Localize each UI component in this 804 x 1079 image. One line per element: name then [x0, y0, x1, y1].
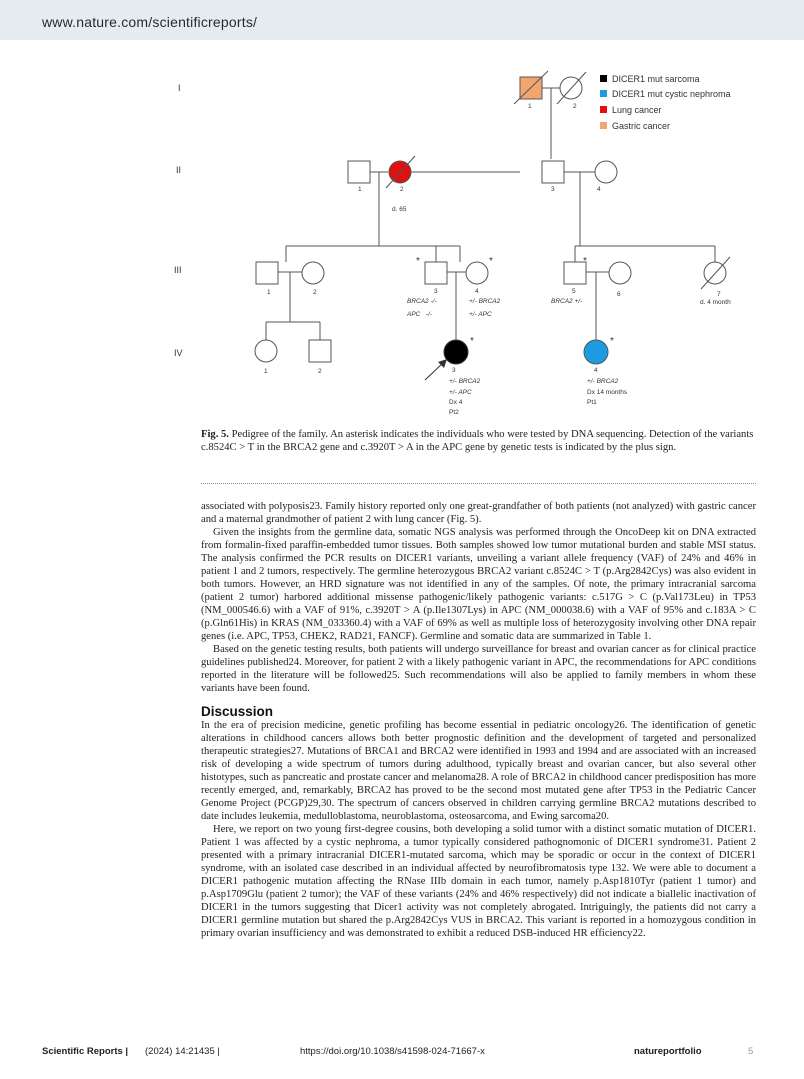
pedigree-individual-IV-1 — [255, 340, 277, 362]
individual-number: 3 — [452, 367, 456, 374]
pedigree-individual-II-4 — [595, 161, 617, 183]
footer-brand: natureportfolio — [634, 1046, 702, 1057]
figure-caption — [201, 428, 756, 454]
figure-caption-text: Pedigree of the family. An asterisk indicates the individuals who were tested by DNA sequencing. Detection of the variants c.8524C > T in the BRCA2 gene and c.3920T > A in the APC gene by genetic tests is indicated by the plus sign. — [201, 429, 754, 453]
pedigree-individual-II-2 — [386, 156, 415, 188]
individual-number: 2 — [318, 368, 322, 375]
genotype-label: +/- BRCA2 — [587, 378, 619, 385]
pedigree-figure — [0, 0, 804, 425]
individual-note: d. 65 — [392, 206, 407, 213]
footer-volume: (2024) 14:21435 | — [145, 1046, 220, 1057]
pedigree-individual-III-7 — [701, 257, 730, 289]
pedigree-individual-II-1 — [348, 161, 370, 183]
individual-number: 1 — [264, 368, 268, 375]
genotype-label: +/- APC — [469, 311, 492, 318]
individual-number: 1 — [267, 289, 271, 296]
generation-label: II — [176, 165, 182, 175]
patient-label: Pt1 — [587, 399, 597, 406]
pedigree-legend — [600, 74, 731, 131]
footer-page-number: 5 — [748, 1046, 754, 1057]
individual-number: 1 — [358, 186, 362, 193]
individual-number: 5 — [572, 288, 576, 295]
genotype-label: APC -/- — [407, 311, 432, 318]
individual-number: 7 — [717, 291, 721, 298]
pedigree-individual-II-3 — [542, 161, 564, 183]
generation-label: III — [174, 265, 182, 275]
footer-journal: Scientific Reports | — [42, 1046, 129, 1057]
genotype-label: BRCA2 -/- — [407, 298, 437, 305]
asterisk-marker: * — [470, 336, 474, 347]
individual-number: 2 — [400, 186, 404, 193]
pedigree-individual-III-3 — [425, 262, 447, 284]
genotype-label: BRCA2 +/- — [551, 298, 583, 305]
patient-label: Pt2 — [449, 409, 459, 416]
pedigree-individual-IV-2 — [309, 340, 331, 362]
diagnosis-label: Dx 14 months — [587, 389, 628, 396]
individual-number: 3 — [551, 186, 555, 193]
asterisk-marker: * — [416, 256, 420, 267]
genotype-label: +/- BRCA2 — [469, 298, 501, 305]
pedigree-individual-I-2 — [557, 72, 586, 104]
article-body — [201, 500, 756, 940]
paragraph: associated with polyposis23. Family history reported only one great-grandfather of both patients (not analyzed) with gastric cancer and a maternal grandmother of patient 2 with lung cancer (Fig. 5). — [201, 501, 756, 525]
paragraph: Here, we report on two young first-degree cousins, both developing a solid tumor with a distinct somatic mutation of DICER1. Patient 1 was affected by a cystic nephroma, a tumor typically considered pathognomonic of DICER1 syndrome31. Patient 2 presented with a primary intracranial DICER1-mutated sarcoma, which may be sporadic or occur in the context of DICER1 syndrome, with an isolated case described in an individual affected by neurofibromatosis type 132. We were able to document a DICER1 pathogenic mutation affecting the RNase IIIb domain in each tumor, namely p.Asp1810Tyr (patient 1 tumor) and p.Asp1709Glu (patient 2 tumor); the VAF of these variants (24% and 46% respectively) did not indicate a biallelic inactivation of DICER1 in the tumors suggesting that Dicer1 activity was not completely abrogated. Intriguingly, the patients did not carry a DICER1 germline mutation but shared the p.Arg2842Cys VUS in BRCA2. This variant is reported in a homozygous condition in primary ovarian insufficiency and was demonstrated to exhibit a reduced DSB-induced HR efficiency22. — [201, 824, 756, 939]
individual-number: 4 — [475, 288, 479, 295]
genotype-label: +/- BRCA2 — [449, 378, 481, 385]
legend-label: Lung cancer — [612, 105, 662, 115]
individual-number: 2 — [313, 289, 317, 296]
generation-label: I — [178, 83, 181, 93]
pedigree-individual-IV-4 — [584, 340, 608, 364]
legend-label: DICER1 mut sarcoma — [612, 74, 700, 84]
individual-note: d. 4 month — [700, 299, 731, 306]
asterisk-marker: * — [489, 256, 493, 267]
legend-label: Gastric cancer — [612, 121, 671, 131]
legend-swatch-sarcoma — [600, 75, 607, 82]
footer-doi[interactable]: https://doi.org/10.1038/s41598-024-71667-x — [300, 1046, 485, 1057]
legend-label: DICER1 mut cystic nephroma — [612, 89, 731, 99]
paragraph: In the era of precision medicine, genetic profiling has become essential in pediatric oncology26. The identification of genetic alterations in childhood cancers allows both better prognostic definition and the development of targeted and personalized therapeutic strategies27. Mutations of BRCA1 and BRCA2 were identified in 1993 and 1994 and are associated with an increased risk of developing a wide spectrum of tumors during adulthood, typically breast and ovarian cancer, but also several other histotypes, such as pancreatic and prostate cancer and melanoma28. A role of BRCA2 in childhood cancer predisposition has more recently emerged, and, remarkably, BRCA2 has proved to be the second most mutated gene after TP53 in the Pediatric Cancer Genome Project (PCGP)29,30. The spectrum of cancers observed in children carrying germline BRCA2 mutations described to date includes leukemia, medulloblastoma, neuroblastoma, osteosarcoma, and Ewing sarcoma20. — [201, 720, 756, 822]
legend-swatch-nephroma — [600, 90, 607, 97]
section-heading: Discussion — [201, 704, 274, 719]
proband-arrow-icon — [425, 359, 447, 380]
genotype-label: +/- APC — [449, 389, 472, 396]
pedigree-individual-IV-3 — [444, 340, 468, 364]
individual-number: 1 — [528, 103, 532, 110]
caption-divider — [201, 483, 756, 484]
pedigree-individual-III-4 — [466, 262, 488, 284]
site-url[interactable]: www.nature.com/scientificreports/ — [42, 14, 258, 30]
paragraph: Based on the genetic testing results, both patients will undergo surveillance for breast and ovarian cancer as for clinical practice guidelines published24. Moreover, for patient 2 with a likely pathogenic variant in APC, the recommendations for APC conditions reported in the literature will be followed25. Such recommendations will also be applied to family members in whom these variants have been found. — [201, 644, 756, 694]
figure-number: Fig. 5. — [201, 429, 229, 440]
asterisk-marker: * — [583, 256, 587, 267]
pedigree-individual-III-2 — [302, 262, 324, 284]
legend-swatch-gastric — [600, 122, 607, 129]
paragraph: Given the insights from the germline data, somatic NGS analysis was performed through the OncoDeep kit on DNA extracted from formalin-fixed paraffin-embedded tumor tissues. Both samples showed low tumor mutational burden and stable MSI status. The analysis confirmed the PCR results on DICER1 variants, unveiling a variant allele frequency (VAF) of 24% and 46% in patient 1 and 2 tumors, respectively. The germline heterozygous BRCA2 variant c.8524C > T (p.Arg2842Cys) was also evident in both tumors. However, an HRD signature was not identified in any of the samples. Of note, the primary intracranial sarcoma (patient 2 tumor) harbored additional missense pathogenic/likely pathogenic variants: c.517G > C (p.Val173Leu) in TP53 (NM_000546.6) with a VAF of 91%, c.3920T > A (p.Ile1307Lys) in APC (NM_000038.6) with a VAF of 95% and c.183A > C (p.Gln61His) in KRAS (NM_033360.4) with a VAF of 69% as well as multiple loss of heterozygosity involving other DNA repair genes (i.e. APC, TP53, CHEK2, RAD21, FANCF). Germline and somatic data are summarized in Table 1. — [201, 527, 756, 642]
individual-number: 4 — [594, 367, 598, 374]
generation-label: IV — [174, 348, 183, 358]
individual-number: 4 — [597, 186, 601, 193]
diagnosis-label: Dx 4 — [449, 399, 463, 406]
individual-number: 3 — [434, 288, 438, 295]
legend-swatch-lung — [600, 106, 607, 113]
individual-number: 2 — [573, 103, 577, 110]
pedigree-individual-III-6 — [609, 262, 631, 284]
asterisk-marker: * — [610, 336, 614, 347]
pedigree-individual-III-1 — [256, 262, 278, 284]
individual-number: 6 — [617, 291, 621, 298]
